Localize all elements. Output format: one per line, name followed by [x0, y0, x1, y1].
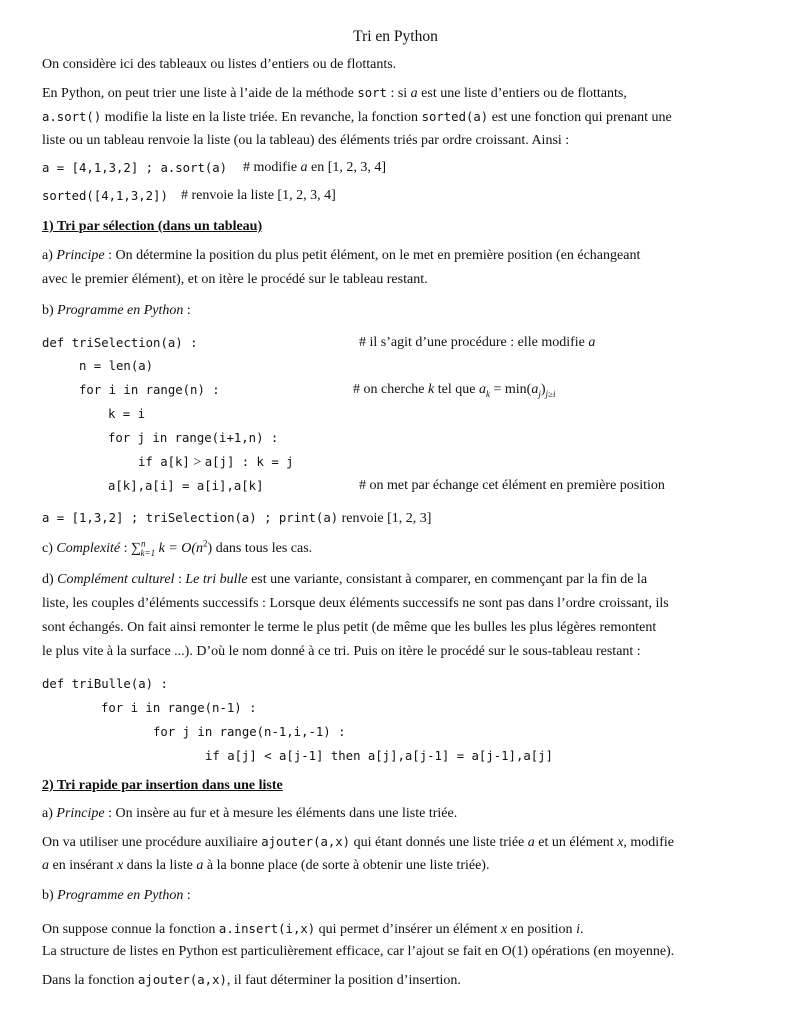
selection-code-comment-3: # on cherche k tel que $a_k = \min(a_j)_{j\ge i}$	[353, 382, 556, 399]
section-2-paragraph-line-4: La structure de listes en Python est particulièrement efficace, car l’ajout se fait en O(1) opérations (en moyenne).	[42, 944, 675, 959]
bubble-code-line-1: def triBulle(a) :	[42, 677, 168, 691]
section-2-paragraph-line-1: On va utiliser une procédure auxiliaire ajouter(a,x) qui étant donnés une liste triée a et un élément x, modifie	[42, 835, 674, 850]
section-1-program-label: b) Programme en Python :	[42, 303, 191, 318]
page-title: Tri en Python	[353, 28, 438, 45]
section-1-principle-line-2: avec le premier élément), et on itère le procédé sur le tableau restant.	[42, 272, 428, 287]
selection-code-line-2: n = len(a)	[79, 359, 154, 373]
bubble-code-line-3: for j in range(n-1,i,-1) :	[153, 725, 346, 739]
cultural-line-3: sont échangés. On fait ainsi remonter le terme le plus petit (de même que les bulles les plus légères remontent	[42, 620, 657, 635]
selection-code-line-7: a[k],a[i] = a[i],a[k]	[108, 479, 264, 493]
selection-code-line-3: for i in range(n) :	[79, 383, 220, 397]
cultural-line-4: le plus vite à la surface ...). D’où le nom donné à ce tri. Puis on itère le procédé sur le sous-tableau restant :	[42, 644, 641, 659]
section-2-paragraph-line-5: Dans la fonction ajouter(a,x), il faut déterminer la position d’insertion.	[42, 973, 461, 988]
section-2-heading: 2) Tri rapide par insertion dans une liste	[42, 778, 283, 793]
selection-code-comment-7: # on met par échange cet élément en première position	[359, 478, 665, 493]
section-1-principle-line-1: a) Principe : On détermine la position du plus petit élément, on le met en première position (en échangeant	[42, 248, 641, 263]
bubble-code-line-4: if a[j] < a[j-1] then a[j],a[j-1] = a[j-1],a[j]	[205, 749, 553, 763]
example-sort-comment: # modifie a en [1, 2, 3, 4]	[243, 160, 387, 175]
section-2-principle: a) Principe : On insère au fur et à mesure les éléments dans une liste triée.	[42, 806, 458, 821]
bubble-code-line-2: for i in range(n-1) :	[101, 701, 257, 715]
section-2-paragraph-line-3: On suppose connue la fonction a.insert(i,x) qui permet d’insérer un élément x en position i.	[42, 922, 584, 937]
python-paragraph-line-1: En Python, on peut trier une liste à l’aide de la méthode sort : si a est une liste d’entiers ou de flottants,	[42, 86, 627, 101]
intro-paragraph: On considère ici des tableaux ou listes d’entiers ou de flottants.	[42, 57, 397, 72]
example-sorted-comment: # renvoie la liste [1, 2, 3, 4]	[181, 188, 336, 203]
cultural-line-2: liste, les couples d’éléments successifs : Lorsque deux éléments successifs ne sont pas dans l’ordre croissant, ils	[42, 596, 669, 611]
section-1-heading: 1) Tri par sélection (dans un tableau)	[42, 219, 263, 234]
selection-code-line-6: if a[k] > a[j] : k = j	[138, 455, 294, 470]
example-sorted-line: sorted([4,1,3,2])	[42, 189, 168, 203]
section-2-program-label: b) Programme en Python :	[42, 888, 191, 903]
selection-code-line-4: k = i	[108, 407, 146, 421]
python-paragraph-line-2: a.sort() modifie la liste en la liste triée. En revanche, la fonction sorted(a) est une fonction qui prenant une	[42, 110, 672, 125]
selection-code-line-5: for j in range(i+1,n) :	[108, 431, 279, 445]
section-2-paragraph-line-2: a en insérant x dans la liste a à la bonne place (de sorte à obtenir une liste triée).	[42, 858, 490, 873]
example-sort-line: a = [4,1,3,2] ; a.sort(a)	[42, 161, 228, 175]
selection-example-line: a = [1,3,2] ; triSelection(a) ; print(a) renvoie [1, 2, 3]	[42, 511, 432, 526]
cultural-line-1: d) Complément culturel : Le tri bulle est une variante, consistant à comparer, en commençant par la fin de la	[42, 572, 648, 587]
complexity-line: c) Complexité : ∑$^n_{k=1}$ $k = O(n^2)$ dans tous les cas.	[42, 538, 313, 558]
python-paragraph-line-3: liste ou un tableau renvoie la liste (ou la tableau) des éléments triés par ordre croissant. Ainsi :	[42, 133, 570, 148]
selection-code-line-1: def triSelection(a) :	[42, 336, 198, 350]
selection-code-comment-1: # il s’agit d’une procédure : elle modifie a	[359, 335, 596, 350]
